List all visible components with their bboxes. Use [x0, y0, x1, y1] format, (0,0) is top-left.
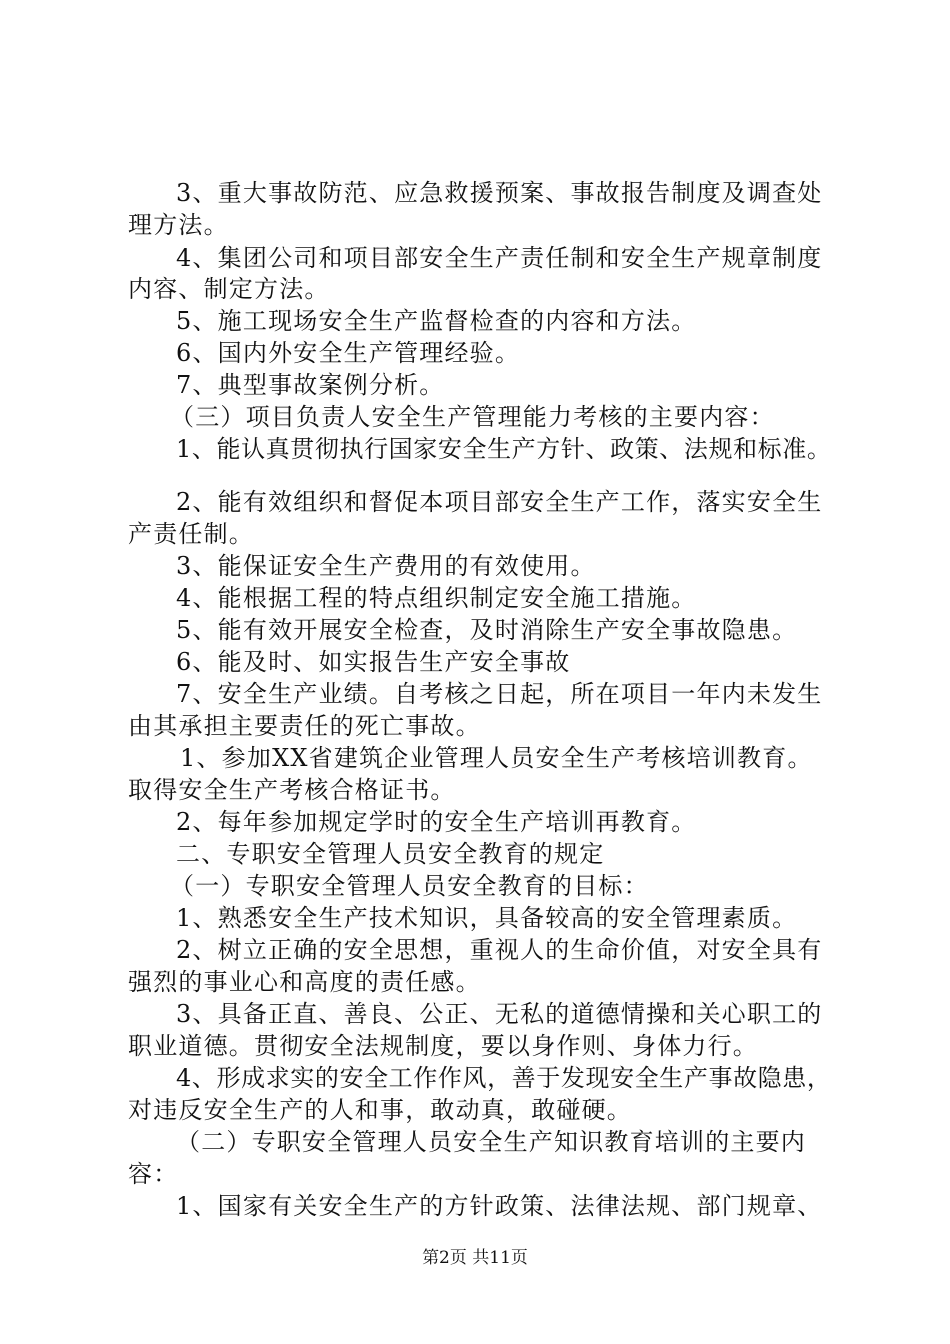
text-line: 4、能根据工程的特点组织制定安全施工措施。: [176, 584, 697, 612]
text-line: 6、能及时、如实报告生产安全事故: [176, 648, 571, 676]
text-line: 5、能有效开展安全检查，及时消除生产安全事故隐患。: [176, 616, 798, 644]
page-number-footer: 第2页 共11页: [422, 1248, 528, 1268]
text-line: 7、安全生产业绩。自考核之日起，所在项目一年内未发生: [176, 680, 823, 708]
text-line: 2、每年参加规定学时的安全生产培训再教育。: [176, 808, 697, 836]
section-heading: （二）专职安全管理人员安全生产知识教育培训的主要内: [176, 1128, 806, 1156]
section-heading: （三）项目负责人安全生产管理能力考核的主要内容：: [170, 403, 775, 431]
text-line: 容：: [128, 1160, 179, 1188]
text-line: 1、熟悉安全生产技术知识，具备较高的安全管理素质。: [176, 904, 798, 932]
text-line: 理方法。: [128, 211, 229, 239]
section-heading: （一）专职安全管理人员安全教育的目标：: [170, 872, 649, 900]
text-line: 内容、制定方法。: [128, 275, 330, 303]
text-line: 由其承担主要责任的死亡事故。: [128, 712, 481, 740]
text-line: 取得安全生产考核合格证书。: [128, 776, 456, 804]
text-line: 3、具备正直、善良、公正、无私的道德情操和关心职工的: [176, 1000, 823, 1028]
section-heading: 二、专职安全管理人员安全教育的规定: [176, 840, 605, 868]
text-line: 强烈的事业心和高度的责任感。: [128, 968, 481, 996]
text-line: 3、能保证安全生产费用的有效使用。: [176, 552, 596, 580]
text-line: 2、树立正确的安全思想，重视人的生命价值，对安全具有: [176, 936, 823, 964]
text-line: 1、国家有关安全生产的方针政策、法律法规、部门规章、: [176, 1192, 823, 1220]
text-line: 2、能有效组织和督促本项目部安全生产工作，落实安全生: [176, 488, 823, 516]
text-line: 4、集团公司和项目部安全生产责任制和安全生产规章制度: [176, 244, 823, 272]
text-line: 产责任制。: [128, 520, 254, 548]
text-line: 对违反安全生产的人和事，敢动真，敢碰硬。: [128, 1096, 632, 1124]
text-line: 5、施工现场安全生产监督检查的内容和方法。: [176, 307, 697, 335]
text-line: 1、参加XX省建筑企业管理人员安全生产考核培训教育。: [180, 744, 813, 772]
text-line: 3、重大事故防范、应急救援预案、事故报告制度及调查处: [176, 179, 823, 207]
text-line: 4、形成求实的安全工作作风，善于发现安全生产事故隐患，: [176, 1064, 832, 1092]
text-line: 7、典型事故案例分析。: [176, 371, 445, 399]
text-line: 1、能认真贯彻执行国家安全生产方针、政策、法规和标准。: [176, 435, 832, 463]
text-line: 6、国内外安全生产管理经验。: [176, 339, 521, 367]
text-line: 职业道德。贯彻安全法规制度，要以身作则、身体力行。: [128, 1032, 758, 1060]
